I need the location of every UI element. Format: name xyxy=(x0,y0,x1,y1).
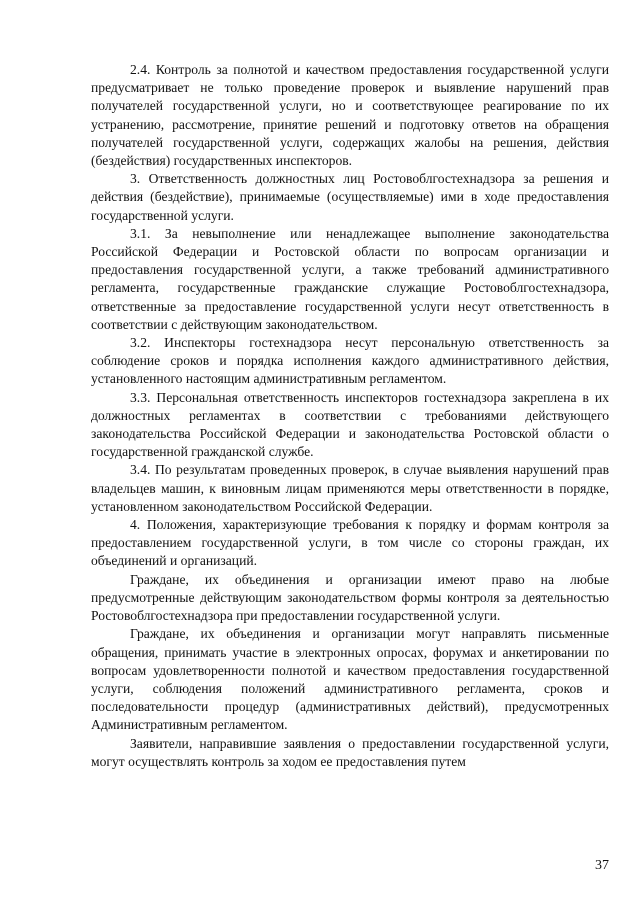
paragraph-3-1: 3.1. За невыполнение или ненадлежащее выполнение законодательства Российской Федерации и Ростовской области по вопросам организации и предоставления государственной услуги, а также требований административного регламента, государственные гражданские служащие Ростовоблгостехнадзора, ответственные за предоставление государственной услуги несут ответственность в соответствии с действующим законодательством. xyxy=(91,225,609,332)
page-number: 37 xyxy=(595,858,609,873)
paragraph-citizens-appeals: Граждане, их объединения и организации могут направлять письменные обращения, принимать участие в электронных опросах, форумах и анкетировании по вопросам удовлетворенности полнотой и качеством предоставления государственной услуги, соблюдения положений административного регламента, сроков и последовательности процедур (административных действий), предусмотренных Административным регламентом. xyxy=(91,626,609,733)
paragraph-applicants-control: Заявители, направившие заявления о предоставлении государственной услуги, могут осуществлять контроль за ходом ее предоставления путем xyxy=(91,735,609,769)
paragraph-4: 4. Положения, характеризующие требования к порядку и формам контроля за предоставлением государственной услуги, в том числе со стороны граждан, их объединений и организаций. xyxy=(91,517,609,569)
paragraph-3: 3. Ответственность должностных лиц Ростовоблгостехнадзора за решения и действия (бездействие), принимаемые (осуществляемые) ими в ходе предоставления государственной услуги. xyxy=(91,171,609,223)
page-body xyxy=(91,61,609,771)
paragraph-2-4: 2.4. Контроль за полнотой и качеством предоставления государственной услуги предусматривает не только проведение проверок и выявление нарушений прав получателей государственной услуги, но и соответствующее реагирование по их устранению, рассмотрение, принятие решений и подготовку ответов на обращения получателей государственной услуги, содержащих жалобы на решения, действия (бездействия) государственных инспекторов. xyxy=(91,62,609,169)
paragraph-citizens-rights: Граждане, их объединения и организации имеют право на любые предусмотренные действующим законодательством формы контроля за деятельностью Ростовоблгостехнадзора при предоставлении государственной услуги. xyxy=(91,571,609,624)
paragraph-3-4: 3.4. По результатам проведенных проверок, в случае выявления нарушений прав владельцев машин, к виновным лицам применяются меры ответственности в порядке, установленном законодательством Российской Федерации. xyxy=(91,462,609,514)
paragraph-3-3: 3.3. Персональная ответственность инспекторов гостехнадзора закреплена в их должностных регламентах в соответствии с требованиями действующего законодательства Российской Федерации и законодательства Ростовской области о государственной гражданской службе. xyxy=(91,389,609,460)
paragraph-3-2: 3.2. Инспекторы гостехнадзора несут персональную ответственность за соблюдение сроков и порядка исполнения каждого административного действия, установленного настоящим административным регламентом. xyxy=(91,335,609,387)
